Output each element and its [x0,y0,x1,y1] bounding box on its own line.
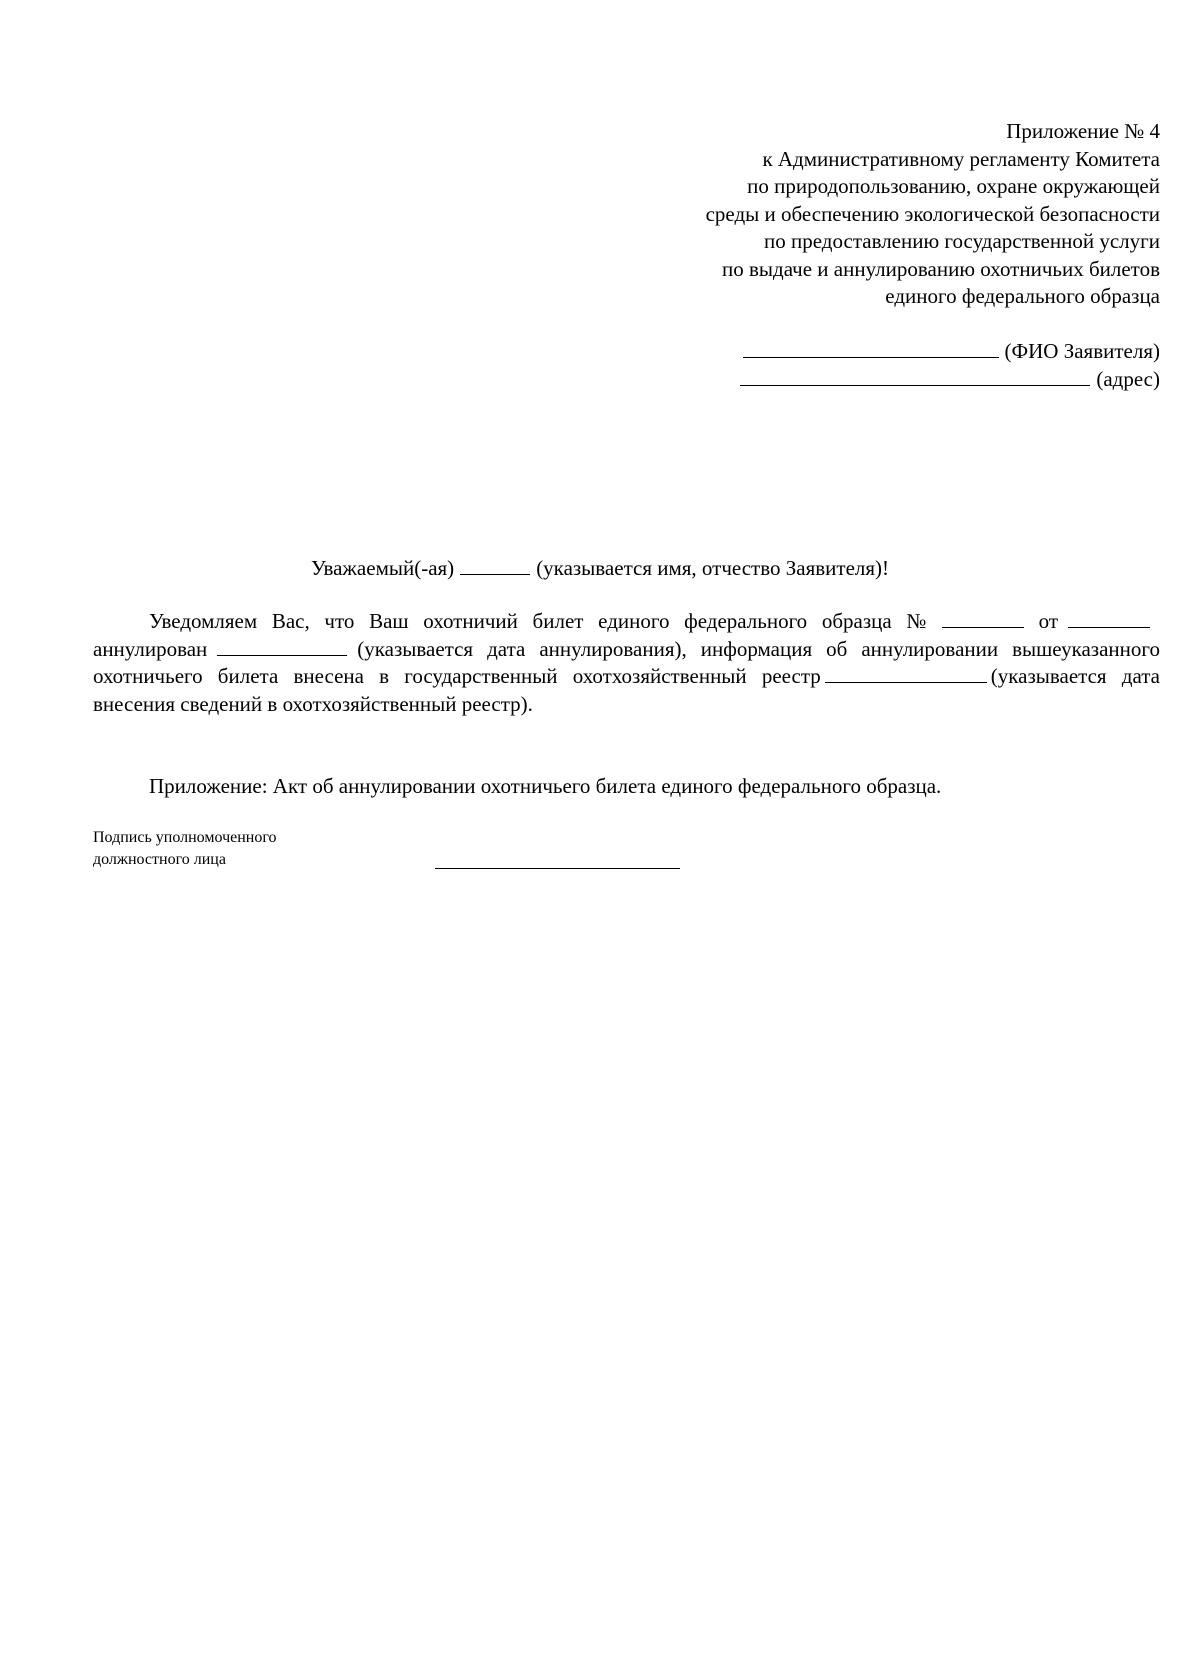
fio-label: (ФИО Заявителя) [1004,339,1160,363]
ticket-number-blank [942,610,1024,628]
greeting-prefix: Уважаемый(-ая) [310,556,455,580]
address-label: (адрес) [1096,366,1160,391]
notice-text: от [1038,609,1059,633]
signature-label: Подпись уполномоченного [93,829,277,846]
notice-text: Уведомляем Вас, что Ваш охотничий билет единого федерального образца № [149,609,936,633]
notice-text: аннулирован [93,636,208,661]
applicant-fio-line [560,338,1160,366]
name-blank [460,557,530,575]
approval-header [520,118,1160,311]
fio-blank [743,340,999,358]
header-line: к Административному регламенту Комитета [762,146,1160,171]
registry-date-blank [825,665,987,683]
header-line: по предоставлению государственной услуги [764,229,1160,253]
header-line: Приложение № 4 [1006,119,1160,143]
signature-label: должностного лица [93,851,226,868]
attachment-line: Приложение: Акт об аннулировании охотничьего билета единого федерального образца. [149,774,942,798]
signature-block [93,827,453,871]
header-line: среды и обеспечению экологической безопасности [705,201,1160,226]
applicant-address-line [560,366,1160,394]
greeting-line [0,554,1200,582]
notice-text: (указывается дата внесения сведений в охотхозяйственный реестр). [93,664,1160,716]
address-blank [740,368,1090,386]
header-line: по природопользованию, охране окружающей [747,174,1160,198]
notice-paragraph [93,608,1160,718]
header-line: единого федерального образца [885,284,1160,308]
header-line: по выдаче и аннулированию охотничьих билетов [722,256,1160,281]
applicant-block [560,338,1160,393]
notice-text: (указывается дата аннулирования), информация об аннулировании вышеуказанного охотничьего билета внесена в государственный охотхозяйственный реестр [93,636,1160,688]
greeting-suffix: (указывается имя, отчество Заявителя)! [536,556,890,580]
ticket-date-blank [1068,610,1150,628]
signature-blank [435,868,680,869]
annulment-date-blank [217,638,347,656]
